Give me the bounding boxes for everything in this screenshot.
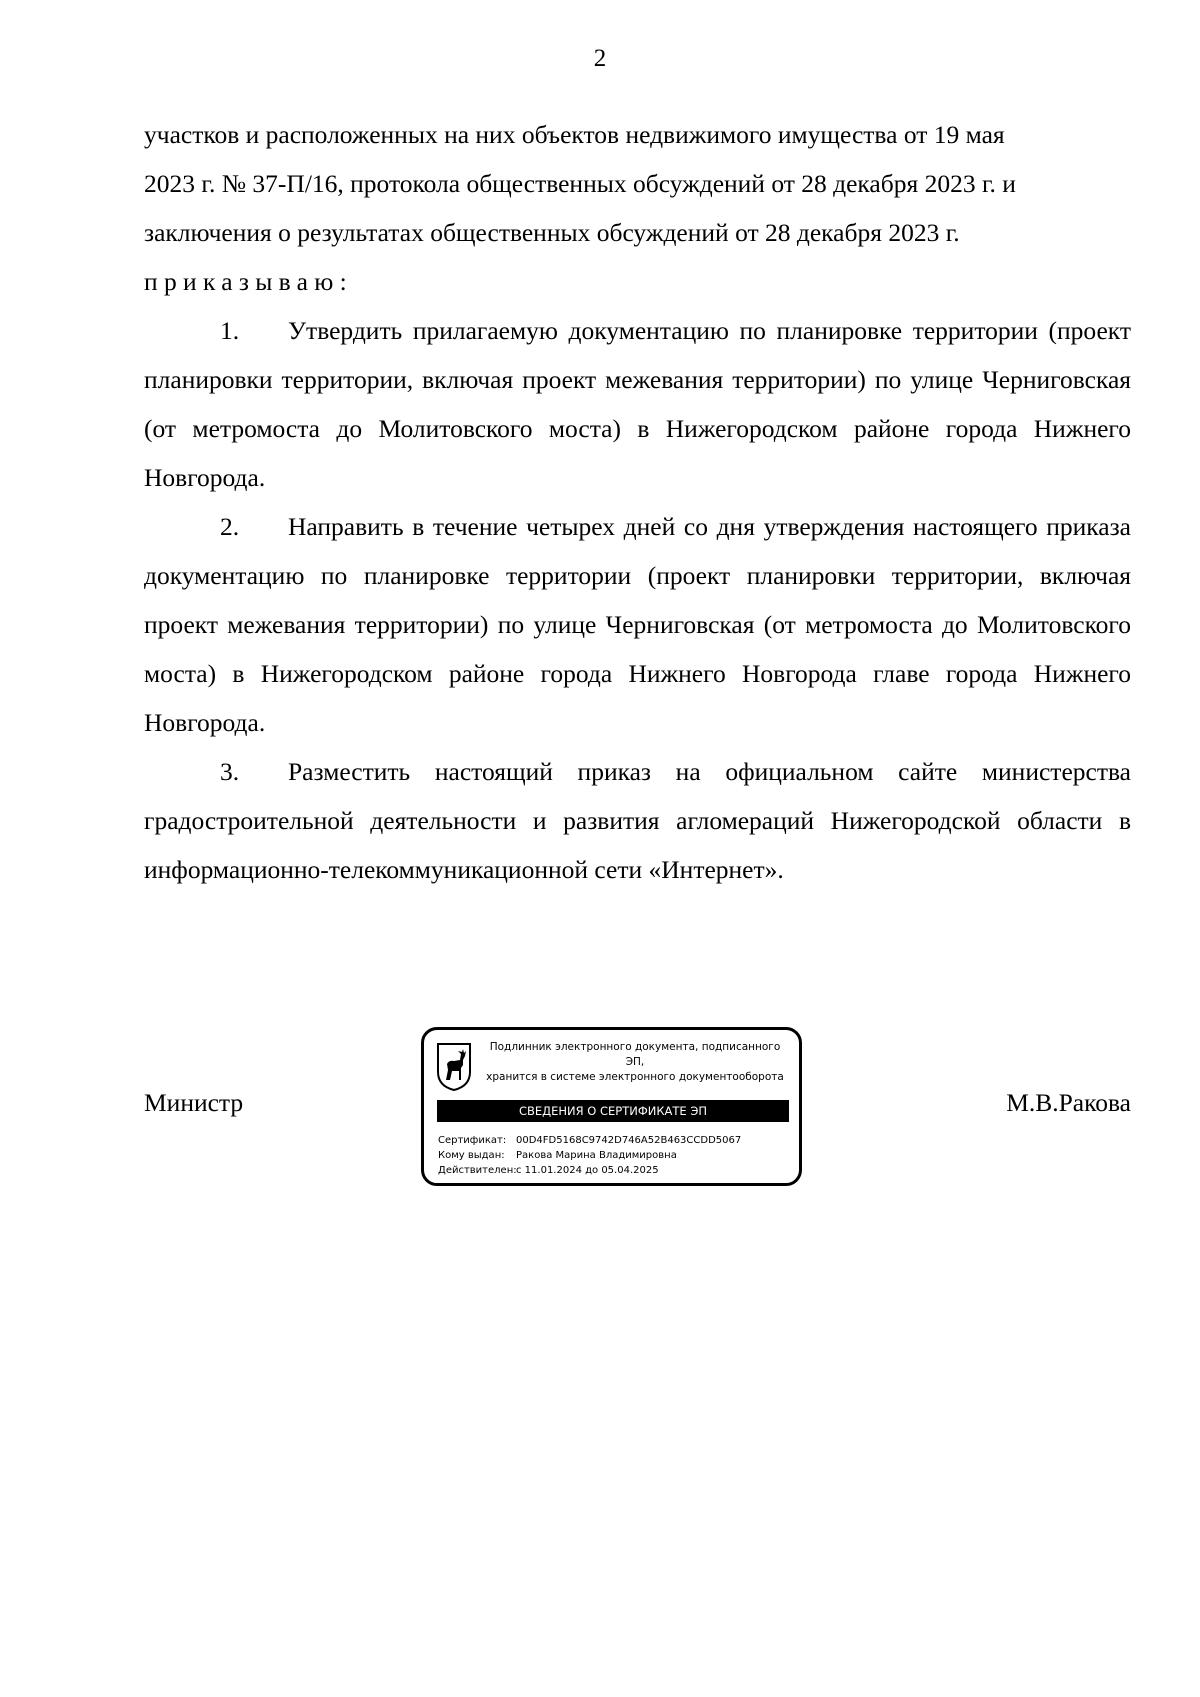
item-number: 2. [220,512,240,541]
issued-to-label: Кому выдан: [438,1150,505,1161]
order-item-3 [144,747,1131,894]
document-body [144,110,1131,894]
stamp-header-line-1: Подлинник электронного документа, подписанного ЭП, [489,1041,781,1068]
stamp-header-line-2: хранится в системе электронного документооборота [486,1071,784,1083]
intro-line-1: участков и расположенных на них объектов недвижимого имущества от 19 мая [144,120,1005,149]
issued-to-row [438,1148,741,1163]
validity-label: Действителен: [438,1165,517,1176]
certificate-label: Сертификат: [438,1135,507,1146]
validity-row [438,1163,741,1178]
certificate-row [438,1133,741,1148]
item-text: Утвердить прилагаемую документацию по планировке территории (проект планировки территории, включая проект межевания территории) по улице Черниговская (от метромоста до Молитовского моста) в Нижегородском районе города Нижнего Новгорода. [144,316,1131,492]
order-item-1 [144,306,1131,502]
item-number: 1. [220,316,240,345]
electronic-signature-stamp [421,1027,802,1186]
item-number: 3. [220,757,240,786]
item-text: Разместить настоящий приказ на официальном сайте министерства градостроительной деятельности и развития агломераций Нижегородской области в информационно-телекоммуникационной сети «Интернет». [144,757,1131,884]
intro-line-3: заключения о результатах общественных обсуждений от 28 декабря 2023 г. [144,218,960,247]
signature-title: Министр [144,1088,244,1117]
issued-to-value: Ракова Марина Владимировна [516,1150,677,1161]
certificate-info-bar: СВЕДЕНИЯ О СЕРТИФИКАТЕ ЭП [437,1100,789,1122]
validity-value: с 11.01.2024 до 05.04.2025 [516,1165,659,1176]
coat-of-arms-icon [436,1042,472,1092]
order-item-2 [144,502,1131,747]
certificate-details [438,1133,741,1178]
signatory-name: М.В.Ракова [1006,1088,1131,1117]
page-number: 2 [593,45,607,72]
order-word: приказываю: [144,267,354,296]
stamp-header [479,1040,791,1085]
item-text: Направить в течение четырех дней со дня утверждения настоящего приказа документацию по планировке территории (проект планировки территории, включая проект межевания территории) по улице Черниговская (от метромоста до Молитовского моста) в Нижегородском районе города Нижнего Новгорода главе города Нижнего Новгорода. [144,512,1131,737]
certificate-value: 00D4FD5168C9742D746A52B463CCDD5067 [516,1135,742,1146]
intro-line-2: 2023 г. № 37-П/16, протокола общественных обсуждений от 28 декабря 2023 г. и [144,169,1016,198]
